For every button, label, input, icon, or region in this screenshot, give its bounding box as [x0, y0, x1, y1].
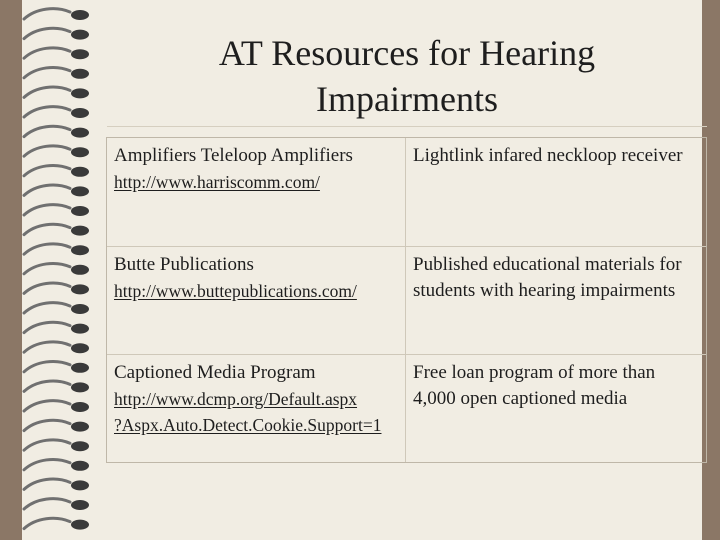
- spiral-ring: [24, 67, 89, 78]
- spiral-ring: [24, 499, 89, 510]
- resource-name: Amplifiers Teleloop Amplifiers: [114, 145, 353, 166]
- spiral-ring: [24, 28, 89, 39]
- spiral-ring: [24, 361, 89, 372]
- spiral-ring: [24, 518, 89, 529]
- spiral-ring: [24, 185, 89, 196]
- spiral-ring: [24, 87, 89, 98]
- resource-cell: [107, 138, 406, 246]
- spiral-ring: [24, 322, 89, 333]
- description-cell: Free loan program of more than 4,000 open captioned media: [413, 362, 656, 409]
- resource-name: Butte Publications: [114, 254, 254, 275]
- spiral-ring: [24, 165, 89, 176]
- spiral-ring: [24, 205, 89, 216]
- resource-link-line-2: ?Aspx.Auto.Detect.Cookie.Support=1: [114, 415, 382, 435]
- spiral-ring: [24, 479, 89, 490]
- spiral-ring: [24, 440, 89, 451]
- spiral-ring: [24, 459, 89, 470]
- title-line-2: Impairments: [316, 79, 498, 119]
- spiral-ring: [24, 342, 89, 353]
- resource-cell: [107, 247, 406, 354]
- table-row: [107, 354, 706, 462]
- spiral-ring: [24, 146, 89, 157]
- resource-link[interactable]: [114, 386, 405, 438]
- spiral-ring: [24, 263, 89, 274]
- slide-title: [107, 30, 707, 122]
- resources-table: [106, 137, 707, 463]
- resource-name: Captioned Media Program: [114, 362, 316, 383]
- resource-cell: [107, 355, 406, 462]
- spiral-ring: [24, 126, 89, 137]
- table-row: [107, 138, 706, 246]
- title-line-1: AT Resources for Hearing: [218, 33, 596, 73]
- spiral-ring: [24, 244, 89, 255]
- title-divider: [107, 126, 707, 127]
- table-row: [107, 246, 706, 354]
- spiral-ring: [24, 48, 89, 59]
- spiral-ring: [24, 9, 89, 20]
- spiral-binding: [22, 0, 102, 540]
- resource-link[interactable]: http://www.buttepublications.com/: [114, 281, 357, 301]
- spiral-ring: [24, 420, 89, 431]
- slide: [22, 0, 702, 540]
- description-cell: Published educational materials for students with hearing impairments: [413, 254, 682, 301]
- spiral-ring: [24, 401, 89, 412]
- resource-link[interactable]: http://www.harriscomm.com/: [114, 172, 320, 192]
- spiral-ring: [24, 224, 89, 235]
- resource-link-line-1: http://www.dcmp.org/Default.aspx: [114, 389, 358, 409]
- spiral-ring: [24, 303, 89, 314]
- spiral-ring: [24, 107, 89, 118]
- description-cell: Lightlink infared neckloop receiver: [413, 145, 683, 166]
- spiral-ring: [24, 381, 89, 392]
- spiral-ring: [24, 283, 89, 294]
